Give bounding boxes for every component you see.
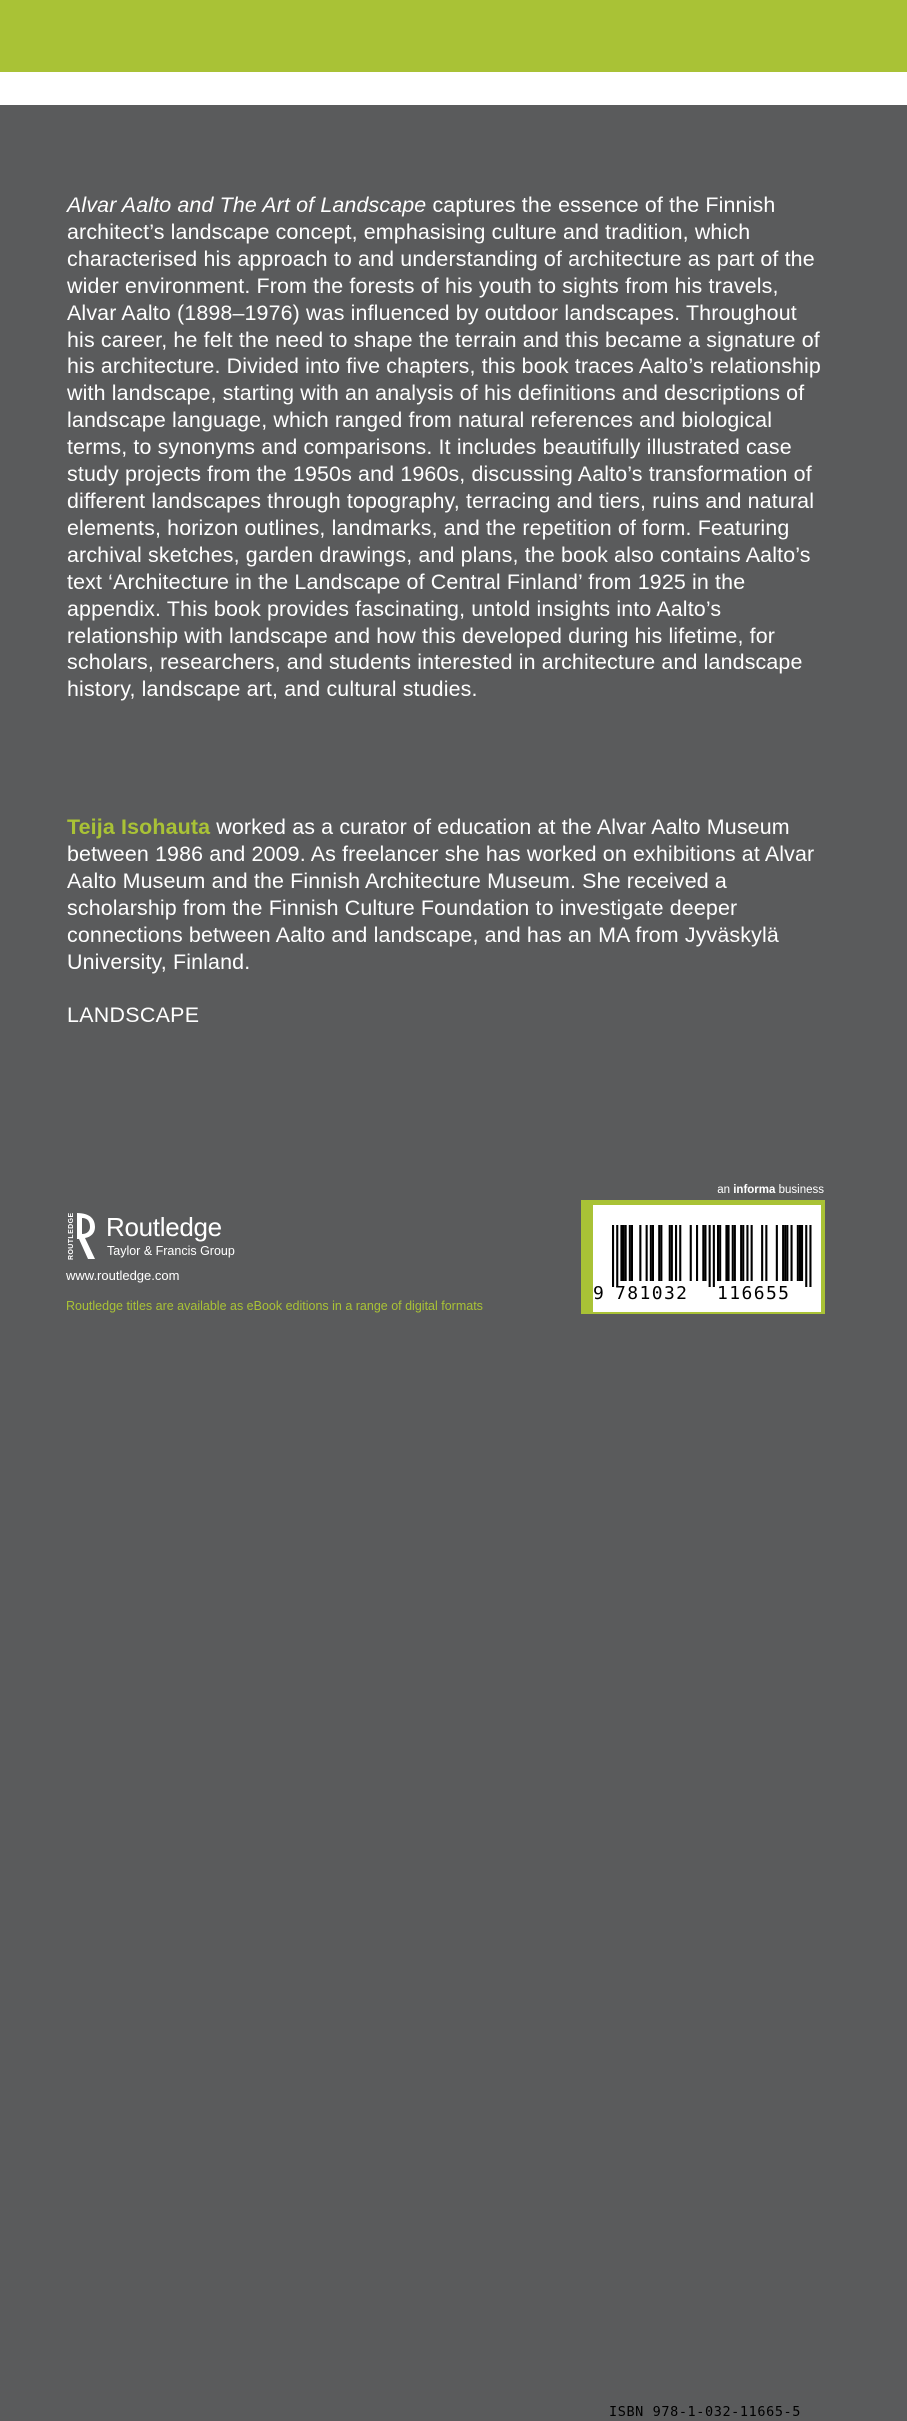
barcode-bar <box>791 1225 793 1281</box>
barcode-bar <box>728 1225 730 1281</box>
routledge-logo-mark-icon <box>64 1210 98 1262</box>
informa-business-line <box>717 1183 824 1197</box>
barcode-bar <box>742 1225 744 1281</box>
barcode-bar <box>734 1225 736 1281</box>
barcode-bar <box>725 1225 727 1281</box>
barcode-bar <box>801 1225 803 1281</box>
barcode-bar <box>616 1225 618 1287</box>
author-name: Teija Isohauta <box>67 815 211 839</box>
barcode-bar <box>786 1225 788 1281</box>
barcode-bar <box>776 1225 778 1281</box>
subject-category: LANDSCAPE <box>67 1003 200 1027</box>
barcode-bar <box>761 1225 763 1281</box>
barcode-bar <box>671 1225 673 1281</box>
barcode-bar <box>799 1225 801 1281</box>
logo-mark-text: ROUTLEDGE <box>68 1212 75 1260</box>
barcode-bar <box>704 1225 706 1281</box>
ebook-availability-note: Routledge titles are available as eBook editions in a range of digital formats <box>66 1299 483 1313</box>
barcode-bar <box>809 1225 811 1287</box>
barcode-bar <box>623 1225 625 1281</box>
top-green-band <box>0 0 907 72</box>
barcode-bar <box>629 1225 631 1281</box>
barcode-bar <box>702 1225 704 1281</box>
top-white-band <box>0 72 907 105</box>
publisher-website: www.routledge.com <box>66 1268 180 1283</box>
publisher-group: Taylor & Francis Group <box>107 1244 235 1258</box>
barcode-bar <box>675 1225 677 1281</box>
barcode-bar <box>669 1225 671 1281</box>
informa-suffix: business <box>775 1184 824 1196</box>
barcode-bar <box>717 1225 719 1281</box>
barcode-bar <box>696 1225 698 1281</box>
barcode-digit-first: 9 <box>593 1283 604 1304</box>
barcode-bar <box>713 1225 715 1287</box>
barcode-bar <box>765 1225 767 1281</box>
barcode-bar <box>639 1225 641 1281</box>
barcode-bar <box>732 1225 734 1281</box>
routledge-logo <box>64 1208 264 1268</box>
barcode-bar <box>740 1225 742 1281</box>
barcode-bar <box>652 1225 654 1281</box>
barcode-bar <box>658 1225 660 1281</box>
book-description <box>67 192 827 703</box>
barcode-bar <box>646 1225 648 1281</box>
barcode-bar <box>620 1225 622 1281</box>
author-bio-text: worked as a curator of education at the Alvar Aalto Museum between 1986 and 2009. As freelancer she has worked on exhibitions at Alvar Aalto Museum and the Finnish Architecture Museum. She received a scholarship from the Finnish Culture Foundation to investigate deeper connections between Aalto and landscape, and has an MA from Jyväskylä University, Finland. <box>67 815 815 974</box>
barcode-bar <box>650 1225 652 1281</box>
barcode-bar <box>690 1225 692 1281</box>
barcode-bar <box>660 1225 662 1281</box>
isbn-label: ISBN 978-1-032-11665-5 <box>609 2404 802 2420</box>
barcode-bar <box>709 1225 711 1287</box>
informa-prefix: an <box>717 1184 734 1196</box>
barcode-bar <box>625 1225 627 1281</box>
barcode-bar <box>746 1225 748 1281</box>
barcode-digits-right: 116655 <box>717 1283 791 1304</box>
barcode-bar <box>719 1225 721 1281</box>
barcode-bar <box>782 1225 784 1281</box>
barcode-bar <box>631 1225 633 1281</box>
barcode-bar <box>797 1225 799 1281</box>
barcode-digits-left: 781032 <box>615 1283 689 1304</box>
book-title: Alvar Aalto and The Art of Landscape <box>67 193 427 217</box>
author-bio <box>67 814 827 976</box>
informa-brand: informa <box>733 1184 776 1196</box>
description-body: captures the essence of the Finnish architect’s landscape concept, emphasising culture and tradition, which characterised his approach to and understanding of architecture as part of the wider environment. From the forests of his youth to sights from his travels, Alvar Aalto (1898–1976) was influenced by outdoor landscapes. Throughout his career, he felt the need to shape the terrain and this became a signature of his architecture. Divided into five chapters, this book traces Aalto’s relationship with landscape, starting with an analysis of his definitions and descriptions of landscape language, which ranged from natural references and biological terms, to synonyms and comparisons. It includes beautifully illustrated case study projects from the 1950s and 1960s, discussing Aalto’s transformation of different landscapes through topography, terracing and tiers, ruins and natural elements, horizon outlines, landmarks, and the repetition of form. Featuring archival sketches, garden drawings, and plans, the book also contains Aalto’s text ‘Architecture in the Landscape of Central Finland’ from 1925 in the appendix. This book provides fascinating, untold insights into Aalto’s relationship with landscape and how this developed during his lifetime, for scholars, researchers, and students interested in architecture and landscape history, landscape art, and cultural studies. <box>67 193 821 702</box>
barcode-bar <box>612 1225 614 1287</box>
barcode-bar <box>784 1225 786 1281</box>
publisher-name: Routledge <box>106 1212 222 1242</box>
barcode-bar <box>751 1225 753 1281</box>
barcode-bar <box>805 1225 807 1287</box>
barcode-bar <box>679 1225 681 1281</box>
barcode-icon <box>600 1225 820 1287</box>
